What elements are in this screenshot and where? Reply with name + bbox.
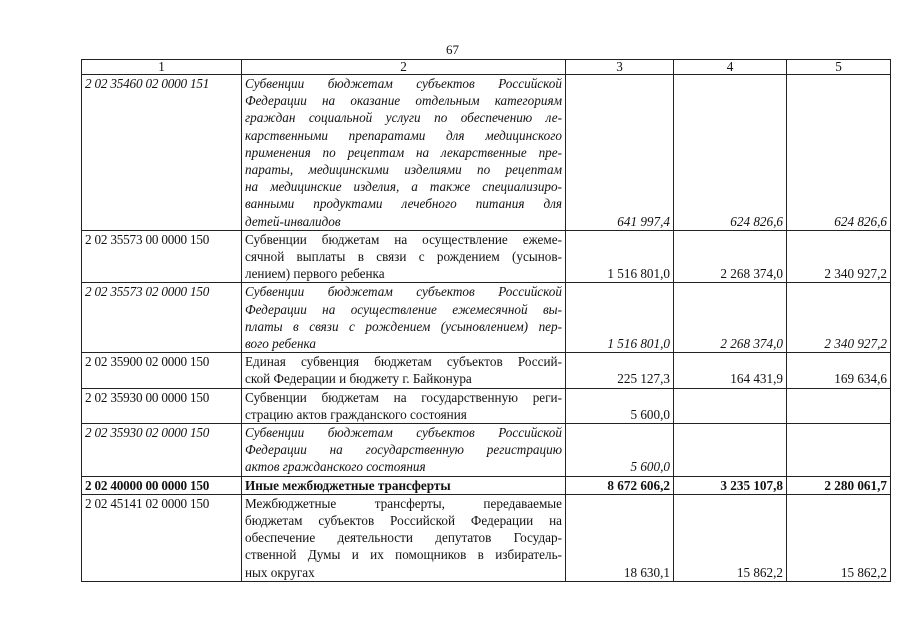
description-line: сячной выплаты в связи с рождением (усынов- bbox=[245, 249, 562, 265]
amount-cell-4: 15 862,2 bbox=[674, 494, 787, 581]
description-line: актов гражданского состояния bbox=[245, 459, 426, 475]
amount-cell-4: 624 826,6 bbox=[674, 75, 787, 231]
amount-cell-3: 1 516 801,0 bbox=[566, 283, 674, 353]
description-line: ской Федерации и бюджету г. Байконура bbox=[245, 371, 472, 387]
description-line: Субвенции бюджетам субъектов Российской bbox=[245, 76, 562, 91]
description-line: ванными продуктами лечебного питания для bbox=[245, 196, 562, 212]
amount-cell-5 bbox=[787, 424, 891, 477]
amount-cell-5: 624 826,6 bbox=[787, 75, 891, 231]
amount-cell-3: 8 672 606,2 bbox=[566, 476, 674, 494]
description-line: Межбюджетные трансферты, передаваемые bbox=[245, 495, 562, 511]
amount-cell-5: 2 340 927,2 bbox=[787, 230, 891, 283]
description-cell bbox=[242, 388, 566, 423]
amount-cell-4 bbox=[674, 388, 787, 423]
amount-cell-3: 18 630,1 bbox=[566, 494, 674, 581]
table-row bbox=[82, 75, 891, 231]
amount-cell-4: 2 268 374,0 bbox=[674, 230, 787, 283]
column-header: 5 bbox=[787, 60, 891, 75]
description-line: ственной Думы и их помощников в избиратель- bbox=[245, 547, 562, 563]
description-line: страцию актов гражданского состояния bbox=[245, 406, 467, 422]
amount-cell-4 bbox=[674, 424, 787, 477]
table-row bbox=[82, 230, 891, 283]
amount-cell-3: 5 600,0 bbox=[566, 424, 674, 477]
description-line: Федерации на государственную регистрацию bbox=[245, 442, 562, 458]
amount-cell-3: 225 127,3 bbox=[566, 353, 674, 388]
amount-cell-3: 641 997,4 bbox=[566, 75, 674, 231]
description-cell bbox=[242, 230, 566, 283]
description-line: Субвенции бюджетам на государственную реги- bbox=[245, 389, 562, 405]
table-row bbox=[82, 476, 891, 494]
amount-cell-4: 164 431,9 bbox=[674, 353, 787, 388]
budget-table bbox=[81, 59, 891, 582]
description-line: Субвенции бюджетам субъектов Российской bbox=[245, 284, 562, 300]
budget-code-cell: 2 02 35930 00 0000 150 bbox=[82, 388, 242, 423]
description-line: применения по рецептам на лекарственные пре- bbox=[245, 144, 562, 160]
description-line: Субвенции бюджетам субъектов Российской bbox=[245, 425, 562, 441]
description-cell bbox=[242, 494, 566, 581]
amount-cell-5: 15 862,2 bbox=[787, 494, 891, 581]
table-row bbox=[82, 494, 891, 581]
description-line: платы в связи с рождением (усыновлением) пер- bbox=[245, 318, 562, 334]
description-line: лением) первого ребенка bbox=[245, 266, 385, 282]
description-cell bbox=[242, 75, 566, 231]
description-cell bbox=[242, 283, 566, 353]
amount-cell-5: 2 280 061,7 bbox=[787, 476, 891, 494]
page-number: 67 bbox=[446, 42, 459, 57]
budget-code-cell: 2 02 35573 02 0000 150 bbox=[82, 283, 242, 353]
table-row bbox=[82, 353, 891, 388]
amount-cell-5: 2 340 927,2 bbox=[787, 283, 891, 353]
description-line: Федерации на оказание отдельным категориям bbox=[245, 93, 562, 109]
description-line: Единая субвенция бюджетам субъектов Россий- bbox=[245, 354, 562, 370]
budget-code-cell: 2 02 35900 02 0000 150 bbox=[82, 353, 242, 388]
table-row bbox=[82, 424, 891, 477]
description-line: детей-инвалидов bbox=[245, 213, 341, 229]
description-line: граждан социальной услуги по обеспечению ле- bbox=[245, 110, 562, 126]
amount-cell-4: 2 268 374,0 bbox=[674, 283, 787, 353]
description-line: бюджетам субъектов Российской Федерации на bbox=[245, 513, 562, 529]
amount-cell-5 bbox=[787, 388, 891, 423]
amount-cell-3: 1 516 801,0 bbox=[566, 230, 674, 283]
budget-code-cell: 2 02 45141 02 0000 150 bbox=[82, 494, 242, 581]
description-cell bbox=[242, 353, 566, 388]
budget-code-cell: 2 02 35930 02 0000 150 bbox=[82, 424, 242, 477]
column-header: 3 bbox=[566, 60, 674, 75]
description-cell bbox=[242, 424, 566, 477]
description-line: Федерации на осуществление ежемесячной вы- bbox=[245, 301, 562, 317]
description-line: ных округах bbox=[245, 564, 315, 580]
amount-cell-5: 169 634,6 bbox=[787, 353, 891, 388]
description-line: карственными препаратами для медицинского bbox=[245, 127, 562, 143]
description-cell bbox=[242, 476, 566, 494]
budget-code-cell: 2 02 40000 00 0000 150 bbox=[82, 476, 242, 494]
column-header: 1 bbox=[82, 60, 242, 75]
description-line: Иные межбюджетные трансферты bbox=[245, 477, 451, 493]
description-line: вого ребенка bbox=[245, 336, 316, 352]
amount-cell-4: 3 235 107,8 bbox=[674, 476, 787, 494]
budget-code-cell: 2 02 35573 00 0000 150 bbox=[82, 230, 242, 283]
amount-cell-3: 5 600,0 bbox=[566, 388, 674, 423]
column-header: 4 bbox=[674, 60, 787, 75]
column-header: 2 bbox=[242, 60, 566, 75]
description-line: параты, медицинскими изделиями по рецептам bbox=[245, 162, 562, 178]
budget-code-cell: 2 02 35460 02 0000 151 bbox=[82, 75, 242, 231]
description-line: на медицинские изделия, а также специализиро- bbox=[245, 179, 562, 195]
description-line: Субвенции бюджетам на осуществление ежеме- bbox=[245, 231, 562, 247]
table-row bbox=[82, 283, 891, 353]
description-line: обеспечение деятельности депутатов Государ- bbox=[245, 530, 562, 546]
column-number-row bbox=[82, 60, 891, 75]
table-row bbox=[82, 388, 891, 423]
